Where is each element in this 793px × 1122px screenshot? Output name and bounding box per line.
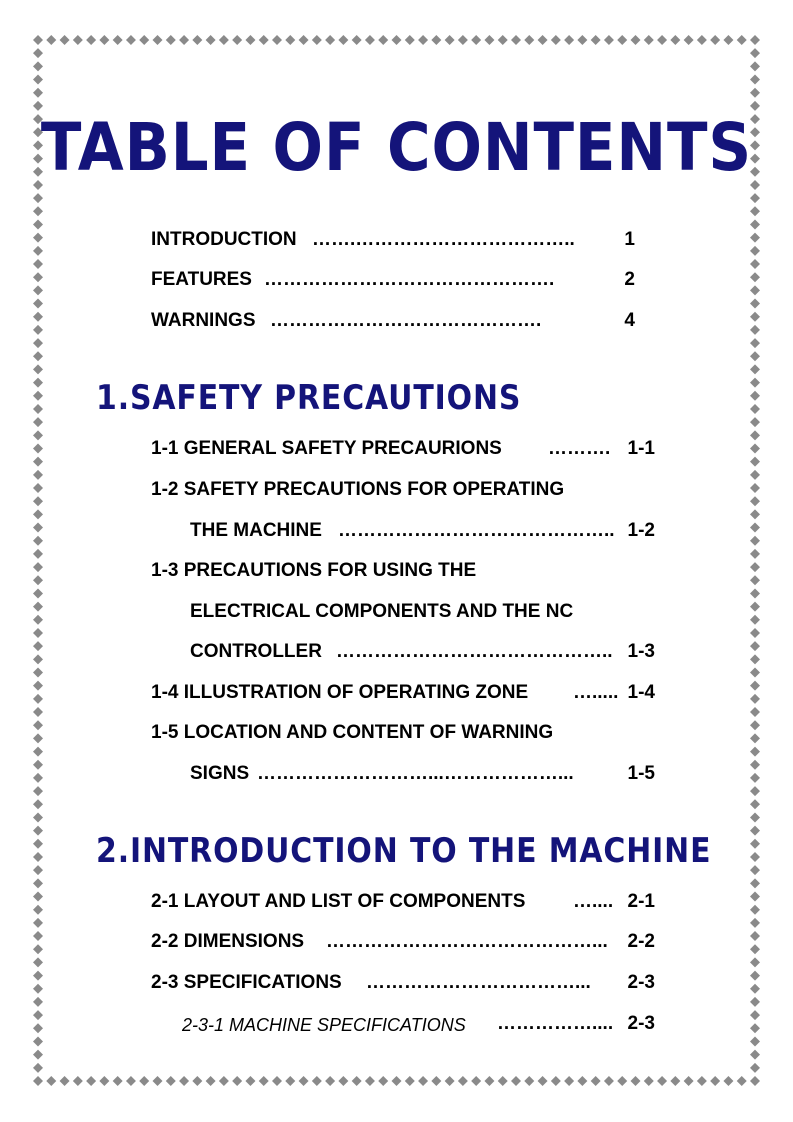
border-diamond (73, 35, 83, 45)
toc-page-number: 1 (624, 229, 635, 250)
border-diamond (750, 312, 760, 322)
border-diamond (33, 259, 43, 269)
border-diamond (33, 1076, 43, 1086)
border-diamond (179, 35, 189, 45)
border-diamond (179, 1076, 189, 1086)
border-diamond (750, 971, 760, 981)
border-diamond (644, 35, 654, 45)
border-diamond (577, 1076, 587, 1086)
toc-page-number: 2 (624, 269, 635, 290)
border-diamond (750, 509, 760, 519)
toc-entry-1-1: 1-1 GENERAL SAFETY PRECAURIONS (151, 438, 502, 459)
toc-leader-dots: …..... (573, 682, 619, 703)
border-diamond (750, 799, 760, 809)
border-diamond (591, 1076, 601, 1086)
border-diamond (498, 1076, 508, 1086)
border-diamond (33, 575, 43, 585)
border-diamond (750, 944, 760, 954)
border-diamond (750, 747, 760, 757)
border-diamond (750, 61, 760, 71)
border-diamond (46, 1076, 56, 1086)
toc-leader-dots: ………………………………………. (264, 269, 555, 290)
toc-entry-2-3: 2-3 SPECIFICATIONS (151, 972, 342, 993)
toc-page-number: 2-2 (627, 931, 655, 952)
border-diamond (445, 35, 455, 45)
toc-leader-dots: …………………………………….. (338, 520, 615, 541)
border-diamond (392, 1076, 402, 1086)
border-diamond (219, 1076, 229, 1086)
border-diamond (33, 654, 43, 664)
border-diamond (750, 773, 760, 783)
border-diamond (73, 1076, 83, 1086)
border-diamond (33, 206, 43, 216)
border-diamond (750, 351, 760, 361)
border-diamond (259, 1076, 269, 1086)
border-diamond (750, 549, 760, 559)
border-diamond (471, 1076, 481, 1086)
toc-leader-dots: …………….... (497, 1013, 614, 1034)
border-diamond (631, 1076, 641, 1086)
border-diamond (33, 509, 43, 519)
border-diamond (338, 1076, 348, 1086)
section-heading-introduction-to-machine: 2.INTRODUCTION TO THE MACHINE (96, 831, 712, 871)
border-diamond (378, 1076, 388, 1086)
border-diamond (737, 1076, 747, 1086)
border-diamond (750, 1050, 760, 1060)
border-diamond (33, 299, 43, 309)
border-diamond (33, 1010, 43, 1020)
toc-page-number: 1-4 (627, 682, 655, 703)
border-diamond (617, 1076, 627, 1086)
border-diamond (498, 35, 508, 45)
border-diamond (604, 35, 614, 45)
border-diamond (723, 35, 733, 45)
border-diamond (33, 35, 43, 45)
border-diamond (325, 35, 335, 45)
border-diamond (471, 35, 481, 45)
border-diamond (737, 35, 747, 45)
border-diamond (33, 997, 43, 1007)
border-diamond (750, 246, 760, 256)
border-diamond (245, 35, 255, 45)
border-diamond (723, 1076, 733, 1086)
border-diamond (551, 35, 561, 45)
toc-entry-1-5: 1-5 LOCATION AND CONTENT OF WARNING (151, 722, 554, 743)
border-diamond (511, 1076, 521, 1086)
border-diamond (33, 483, 43, 493)
border-diamond (312, 35, 322, 45)
border-diamond (750, 206, 760, 216)
border-diamond (524, 35, 534, 45)
toc-leader-dots: ……………………………………... (326, 931, 608, 952)
border-diamond (33, 720, 43, 730)
border-diamond (33, 312, 43, 322)
toc-entry-1-5-continued: SIGNS (190, 763, 250, 784)
border-diamond (750, 35, 760, 45)
border-diamond (750, 483, 760, 493)
border-diamond (750, 615, 760, 625)
border-diamond (192, 35, 202, 45)
toc-entry-1-2: 1-2 SAFETY PRECAUTIONS FOR OPERATING (151, 479, 565, 500)
toc-entry-features: FEATURES (151, 269, 252, 290)
border-diamond (750, 193, 760, 203)
toc-entry-2-1: 2-1 LAYOUT AND LIST OF COMPONENTS (151, 891, 526, 912)
border-diamond (33, 457, 43, 467)
border-diamond (750, 602, 760, 612)
border-diamond (33, 588, 43, 598)
border-diamond (538, 35, 548, 45)
border-diamond (750, 272, 760, 282)
border-diamond (670, 35, 680, 45)
border-diamond (670, 1076, 680, 1086)
border-diamond (33, 417, 43, 427)
border-diamond (33, 430, 43, 440)
toc-page-number: 1-1 (627, 438, 655, 459)
border-diamond (33, 931, 43, 941)
border-diamond (46, 35, 56, 45)
border-diamond (33, 786, 43, 796)
toc-page-number: 1-2 (627, 520, 655, 541)
border-diamond (139, 35, 149, 45)
border-diamond (33, 325, 43, 335)
border-diamond (33, 878, 43, 888)
border-diamond (750, 457, 760, 467)
border-diamond (33, 48, 43, 58)
border-diamond (299, 35, 309, 45)
border-diamond (33, 839, 43, 849)
border-diamond (325, 1076, 335, 1086)
border-diamond (33, 905, 43, 915)
toc-entry-introduction: INTRODUCTION (151, 229, 297, 250)
border-diamond (232, 1076, 242, 1086)
border-diamond (259, 35, 269, 45)
border-diamond (511, 35, 521, 45)
toc-leader-dots: …………………………………….. (336, 641, 613, 662)
border-diamond (192, 1076, 202, 1086)
border-diamond (750, 931, 760, 941)
border-diamond (33, 944, 43, 954)
border-diamond (33, 1050, 43, 1060)
border-diamond (33, 285, 43, 295)
border-diamond (113, 1076, 123, 1086)
toc-entry-1-3: 1-3 PRECAUTIONS FOR USING THE (151, 560, 477, 581)
border-diamond (458, 1076, 468, 1086)
toc-page-number: 2-3 (627, 1013, 655, 1034)
border-diamond (750, 88, 760, 98)
border-diamond (710, 35, 720, 45)
border-diamond (750, 694, 760, 704)
border-diamond (86, 35, 96, 45)
border-diamond (750, 285, 760, 295)
border-diamond (418, 1076, 428, 1086)
border-diamond (617, 35, 627, 45)
border-diamond (591, 35, 601, 45)
border-diamond (750, 575, 760, 585)
border-diamond (750, 1010, 760, 1020)
border-diamond (33, 773, 43, 783)
border-diamond (431, 1076, 441, 1086)
border-diamond (166, 35, 176, 45)
border-diamond (750, 496, 760, 506)
border-diamond (60, 1076, 70, 1086)
border-diamond (750, 378, 760, 388)
border-diamond (153, 35, 163, 45)
border-diamond (750, 707, 760, 717)
border-diamond (33, 351, 43, 361)
toc-entry-1-3-continued: ELECTRICAL COMPONENTS AND THE NC (190, 601, 574, 622)
border-diamond (750, 470, 760, 480)
border-diamond (33, 338, 43, 348)
border-diamond (33, 272, 43, 282)
border-diamond (750, 892, 760, 902)
border-diamond (219, 35, 229, 45)
border-diamond (564, 1076, 574, 1086)
border-diamond (33, 615, 43, 625)
border-diamond (378, 35, 388, 45)
border-diamond (33, 443, 43, 453)
border-diamond (285, 35, 295, 45)
toc-leader-dots: ……………………………... (366, 972, 591, 993)
border-diamond (33, 549, 43, 559)
border-diamond (33, 918, 43, 928)
border-diamond (750, 233, 760, 243)
border-diamond (750, 720, 760, 730)
border-diamond (33, 536, 43, 546)
border-diamond (33, 602, 43, 612)
border-diamond (33, 246, 43, 256)
border-diamond (750, 839, 760, 849)
border-diamond (418, 35, 428, 45)
border-diamond (33, 219, 43, 229)
border-diamond (538, 1076, 548, 1086)
border-diamond (524, 1076, 534, 1086)
border-diamond (710, 1076, 720, 1086)
border-diamond (33, 892, 43, 902)
border-diamond (750, 259, 760, 269)
border-diamond (750, 391, 760, 401)
border-diamond (33, 75, 43, 85)
border-diamond (33, 681, 43, 691)
toc-leader-dots: ………. (548, 438, 611, 459)
border-diamond (697, 1076, 707, 1086)
border-diamond (484, 1076, 494, 1086)
border-diamond (431, 35, 441, 45)
border-diamond (697, 35, 707, 45)
border-diamond (126, 1076, 136, 1086)
border-diamond (33, 865, 43, 875)
border-diamond (33, 404, 43, 414)
section-heading-safety-precautions: 1.SAFETY PRECAUTIONS (96, 378, 522, 418)
border-diamond (272, 1076, 282, 1086)
border-diamond (33, 668, 43, 678)
border-diamond (86, 1076, 96, 1086)
border-diamond (33, 733, 43, 743)
page-title: TABLE OF CONTENTS (40, 109, 753, 186)
border-diamond (99, 1076, 109, 1086)
border-diamond (365, 35, 375, 45)
border-diamond (750, 997, 760, 1007)
border-diamond (33, 628, 43, 638)
border-diamond (750, 48, 760, 58)
border-diamond (33, 1023, 43, 1033)
border-diamond (405, 1076, 415, 1086)
border-diamond (750, 826, 760, 836)
border-diamond (33, 760, 43, 770)
border-diamond (750, 628, 760, 638)
border-diamond (33, 61, 43, 71)
border-diamond (33, 391, 43, 401)
border-diamond (657, 35, 667, 45)
border-diamond (206, 35, 216, 45)
border-diamond (139, 1076, 149, 1086)
border-diamond (392, 35, 402, 45)
border-diamond (312, 1076, 322, 1086)
border-diamond (604, 1076, 614, 1086)
border-diamond (684, 35, 694, 45)
toc-leader-dots: ….... (573, 891, 614, 912)
border-diamond (631, 35, 641, 45)
toc-leader-dots: ………………………...………………... (257, 763, 574, 784)
border-diamond (299, 1076, 309, 1086)
border-diamond (206, 1076, 216, 1086)
border-diamond (750, 905, 760, 915)
border-diamond (750, 219, 760, 229)
border-diamond (657, 1076, 667, 1086)
border-diamond (352, 1076, 362, 1086)
border-diamond (33, 971, 43, 981)
border-diamond (750, 760, 760, 770)
toc-page-number: 1-3 (627, 641, 655, 662)
toc-entry-warnings: WARNINGS (151, 310, 256, 331)
border-diamond (33, 641, 43, 651)
border-diamond (166, 1076, 176, 1086)
border-diamond (750, 430, 760, 440)
border-diamond (33, 523, 43, 533)
toc-entry-1-2-continued: THE MACHINE (190, 520, 322, 541)
border-diamond (750, 523, 760, 533)
border-diamond (750, 668, 760, 678)
border-diamond (445, 1076, 455, 1086)
border-diamond (750, 562, 760, 572)
border-diamond (33, 1036, 43, 1046)
toc-page-number: 4 (624, 310, 635, 331)
border-diamond (33, 694, 43, 704)
toc-leader-dots: ……………………………………. (270, 310, 542, 331)
toc-entry-1-3-continued: CONTROLLER (190, 641, 322, 662)
border-diamond (33, 562, 43, 572)
border-diamond (750, 1036, 760, 1046)
border-diamond (750, 812, 760, 822)
border-diamond (33, 88, 43, 98)
border-diamond (352, 35, 362, 45)
border-diamond (750, 1076, 760, 1086)
border-diamond (33, 957, 43, 967)
border-diamond (551, 1076, 561, 1086)
border-diamond (33, 984, 43, 994)
border-diamond (750, 299, 760, 309)
border-diamond (750, 75, 760, 85)
border-diamond (153, 1076, 163, 1086)
border-diamond (750, 364, 760, 374)
border-diamond (750, 852, 760, 862)
border-diamond (750, 536, 760, 546)
toc-page-number: 1-5 (627, 763, 655, 784)
border-diamond (60, 35, 70, 45)
border-diamond (750, 1063, 760, 1073)
border-diamond (33, 193, 43, 203)
border-diamond (750, 733, 760, 743)
border-diamond (750, 878, 760, 888)
border-diamond (577, 35, 587, 45)
border-diamond (33, 812, 43, 822)
border-diamond (644, 1076, 654, 1086)
border-diamond (126, 35, 136, 45)
border-diamond (750, 681, 760, 691)
toc-page-number: 2-3 (627, 972, 655, 993)
border-diamond (245, 1076, 255, 1086)
border-diamond (684, 1076, 694, 1086)
border-diamond (750, 957, 760, 967)
toc-entry-2-3-1: 2-3-1 MACHINE SPECIFICATIONS (182, 1015, 466, 1035)
border-diamond (285, 1076, 295, 1086)
border-diamond (33, 470, 43, 480)
border-diamond (33, 826, 43, 836)
border-diamond (750, 588, 760, 598)
toc-leader-dots: …….…………………………….. (312, 229, 575, 250)
border-diamond (750, 1023, 760, 1033)
toc-entry-2-2: 2-2 DIMENSIONS (151, 931, 305, 952)
border-diamond (750, 417, 760, 427)
border-diamond (33, 378, 43, 388)
border-diamond (99, 35, 109, 45)
border-diamond (33, 1063, 43, 1073)
border-diamond (750, 641, 760, 651)
border-diamond (33, 799, 43, 809)
border-diamond (365, 1076, 375, 1086)
border-diamond (33, 747, 43, 757)
border-diamond (750, 786, 760, 796)
border-diamond (750, 338, 760, 348)
border-diamond (338, 35, 348, 45)
border-diamond (564, 35, 574, 45)
border-diamond (113, 35, 123, 45)
border-diamond (33, 233, 43, 243)
toc-page-number: 2-1 (627, 891, 655, 912)
border-diamond (750, 443, 760, 453)
border-diamond (33, 364, 43, 374)
border-diamond (33, 852, 43, 862)
border-diamond (405, 35, 415, 45)
border-diamond (750, 984, 760, 994)
border-diamond (272, 35, 282, 45)
border-diamond (750, 404, 760, 414)
border-diamond (484, 35, 494, 45)
border-diamond (458, 35, 468, 45)
border-diamond (750, 918, 760, 928)
border-diamond (750, 325, 760, 335)
border-diamond (33, 707, 43, 717)
border-diamond (232, 35, 242, 45)
border-diamond (33, 496, 43, 506)
border-diamond (750, 654, 760, 664)
toc-entry-1-4: 1-4 ILLUSTRATION OF OPERATING ZONE (151, 682, 529, 703)
border-diamond (750, 865, 760, 875)
